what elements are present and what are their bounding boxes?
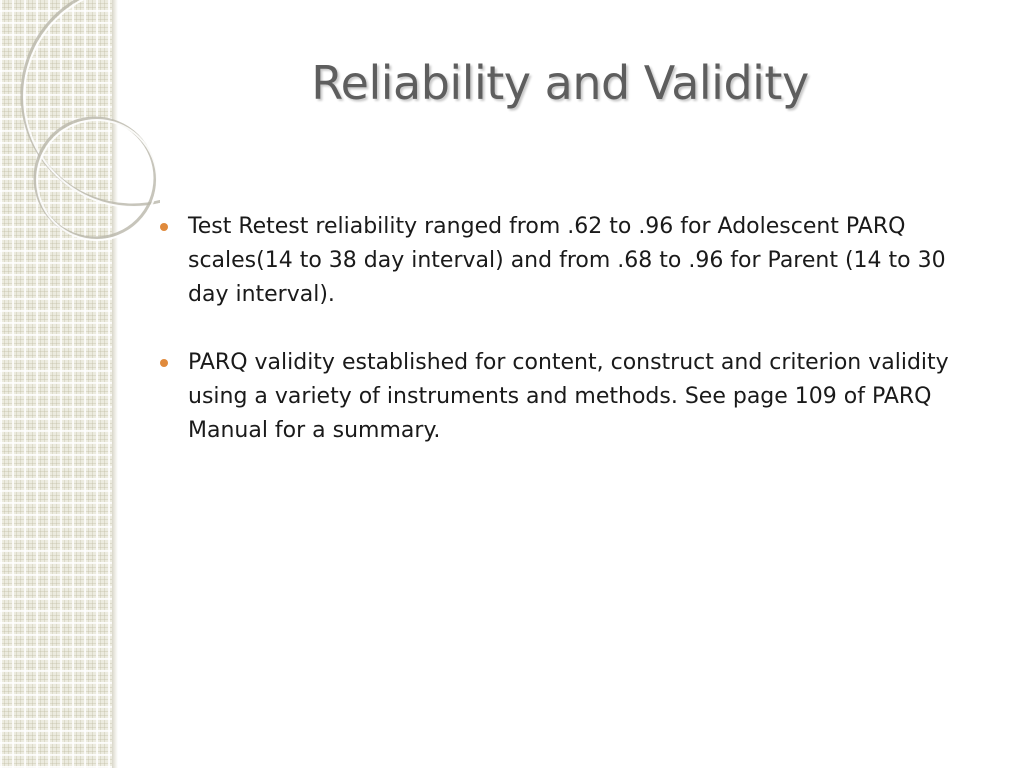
decorative-circle-small-highlight bbox=[37, 120, 157, 240]
bullet-text: Test Retest reliability ranged from .62 to .96 for Adolescent PARQ scales(14 to 38 day interval) and from .68 to .96 for Parent (14 to 30 day interval). bbox=[188, 214, 946, 307]
bullet-item bbox=[158, 210, 958, 312]
slide-title: Reliability and Validity bbox=[311, 56, 809, 110]
bullet-dot-icon bbox=[160, 223, 168, 231]
bullet-list bbox=[158, 210, 958, 482]
bullet-text: PARQ validity established for content, construct and criterion validity using a variety of instruments and methods. See page 109 of PARQ Manual for a summary. bbox=[188, 350, 949, 443]
decorative-circles bbox=[0, 0, 160, 260]
bullet-dot-icon bbox=[160, 359, 168, 367]
bullet-item bbox=[158, 346, 958, 448]
